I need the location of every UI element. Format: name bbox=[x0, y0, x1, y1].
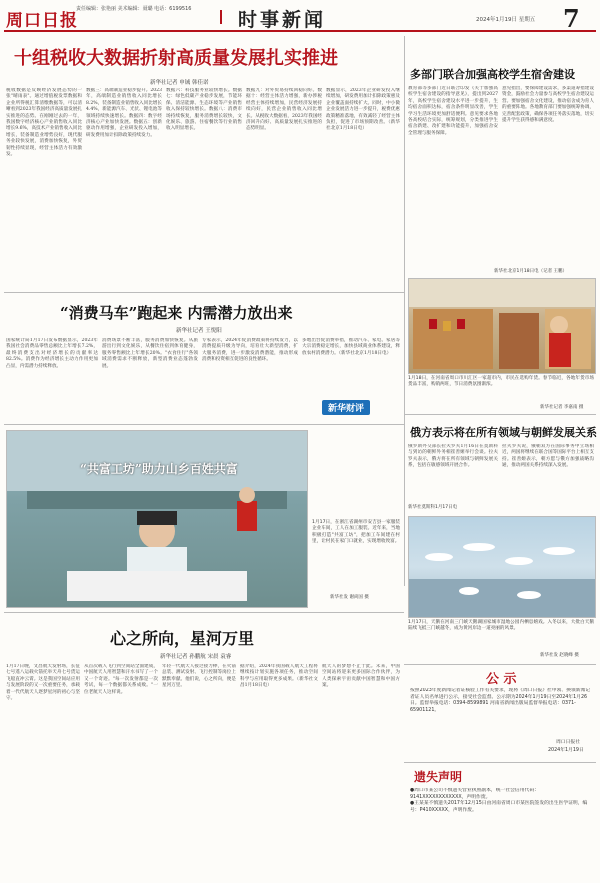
photo1-credit: 新华社记者 李嘉南 摄 bbox=[540, 405, 584, 410]
article1-col4: 数据九：对外贸易持续回稳向好。数据十：经营主体活力增强，新办涉税经营主体持续增加，民营经济发展持续向好，民营企业销售收入同比增长。从税收大数据看，2023年我国经济回升向好、高质量发展扎实推进的态势明显。 bbox=[246, 88, 322, 132]
article1-title: 十组税收大数据折射高质量发展扎实推进 bbox=[14, 48, 338, 69]
photo1-caption: 1月18日，在河南省周口市川汇区一家超市内，市民在选购年货。春节临近，各地年货市场货品丰富，购销两旺，节日消费氛围渐浓。 bbox=[408, 376, 594, 388]
photo2-credit: 新华社发 谢尚国 摄 bbox=[330, 595, 369, 600]
masthead-meta: 责任编辑：张艳丽 美术编辑：聂璐 电话：6199516 bbox=[76, 6, 192, 12]
page-number: 7 bbox=[563, 4, 580, 33]
article2-byline: 新华社北京1月18日电（记者 王鹏） bbox=[494, 269, 568, 274]
divider bbox=[404, 762, 596, 763]
article4-col2: 拉夫罗夫说，俄朝双方在国际事务中立场相近，两国将继续在联合国等国际平台上相互支持。崔善姬表示，朝方愿与俄方加强战略沟通，推动两国关系持续深入发展。 bbox=[502, 444, 594, 469]
workshop-photo bbox=[6, 430, 308, 608]
notice-org: 周口日报社 bbox=[556, 740, 580, 745]
divider bbox=[4, 612, 404, 613]
article4-title: 俄方表示将在所有领域与朝鲜发展关系 bbox=[410, 426, 597, 439]
notice-date: 2024年1月19日 bbox=[548, 748, 584, 753]
article3-title: “消费马车”跑起来 内需潜力放出来 bbox=[60, 304, 293, 322]
issue-date: 2024年1月19日 星期五 bbox=[476, 17, 536, 23]
divider bbox=[4, 424, 404, 425]
article3-col3: 专家表示，2024年促消费政策将持续发力，以消费提质升级为导向，培育壮大新型消费，扩大服务消费，进一步激发消费潜能，推动形成消费和投资相互促进的良性循环。 bbox=[202, 338, 298, 363]
masthead-rule bbox=[4, 30, 596, 32]
article5-col2: 从首次载人飞行到空间站全面建成，中国航天人用智慧和汗水书写了一个又一个奇迹。"每一次发射都是一次考试，每一个数据都关系成败。"一位老航天人这样说。 bbox=[84, 664, 158, 695]
article3-col4: 多地出台促消费举措，推动汽车、家电、家居等大宗消费稳定增长，加快县域商业体系建设，释放农村消费潜力。（新华社北京1月18日电） bbox=[302, 338, 400, 356]
photo3-caption: 1月17日，天鹅在河南三门峡天鹅湖国家城市湿地公园内栖息嬉戏。入冬以来，大批白天鹅陆续飞抵三门峡越冬，成为黄河岸边一道亮丽的风景。 bbox=[408, 620, 594, 632]
column-divider bbox=[404, 36, 405, 586]
notice-body: 按照2023年度新闻记者证核验工作有关要求，现将《周口日报》社申领、换领新闻记者证人员名单进行公示，接受社会监督。公示期为2024年1月19日至2024年1月26日。监督举报电话：0394-8599891 河南省新闻出版局监督举报电话：0371-65901121。 bbox=[410, 688, 591, 713]
photo2-caption: 1月17日，在浙江省湖州市安吉县一家服装企业车间，工人在加工服装。近年来，当地积极打造"共富工坊"，把加工车间建在村里，让村民在家门口就业，实现增收致富。 bbox=[312, 520, 400, 544]
article2-col2: 意见指出，要保障建设需求，多渠道筹措建设资金，鼓励社会力量参与高校学生宿舍建设运营。要加强宿舍文化建设，推动宿舍成为育人的重要阵地。各地教育部门要加强统筹协调，完善配套政策，确保各项任务落实落地，切实提升学生获得感和满意度。 bbox=[502, 86, 594, 124]
article3-col1: 国家统计局1月17日发布数据显示，2023年我国社会消费品零售总额比上年增长7.2%，最终消费支出对经济增长的贡献率达82.5%。消费作为经济增长主动力作用更加凸显，内需潜力持续释放。 bbox=[6, 338, 98, 369]
article1-col5: 数据显示，2023年企业研发投入继续增加，研发费用加计扣除政策惠及企业覆盖面持续扩大。同时，中小微企业发展活力进一步提升，税费优惠政策精准落地，有效减轻了经营主体负担，促进了市场预期改善。（新华社北京1月18日电） bbox=[326, 88, 400, 132]
workshop-photo-image bbox=[7, 431, 307, 607]
article4-col1: 俄罗斯外交部长拉夫罗夫1月16日在莫斯科与到访的朝鲜外务相崔善姬举行会谈。拉夫罗夫表示，俄方将在所有领域与朝鲜发展关系，包括在敏感领域开展合作。 bbox=[408, 444, 498, 469]
divider bbox=[404, 664, 596, 665]
section-title: 时事新闻 bbox=[238, 9, 327, 31]
article1-col2: 数据三：高端制造业稳步提升。2023年，高端制造业销售收入同比增长8.2%，装备制造业销售收入同比增长4.4%，新能源汽车、光伏、锂电池等领域持续快速增长。数据四：数字经济核心产业加快发展。数据五：创新驱动作用增强，企业研发投入增加，研发费用加计扣除政策持续发力。 bbox=[86, 88, 162, 138]
section-separator bbox=[220, 10, 230, 24]
article3-col2: 消费场景不断丰富，服务消费加快恢复。从旅游出行到文化娱乐，从餐饮住宿到体育健身，服务零售额比上年增长20%。"衣食住行"各领域消费需求不断释放，新型消费业态蓬勃发展。 bbox=[102, 338, 198, 369]
xinhua-brand-badge: 新华财评 bbox=[322, 400, 370, 415]
article1-col3: 数据六：科技服务业较快增长。数据七：绿色低碳产业稳步发展，节能环保、清洁能源、生态环境等产业销售收入保持较快增长。数据八：消费市场持续恢复，服务消费增长较快，文化娱乐、旅游、住宿餐饮等行业销售收入明显增长。 bbox=[166, 88, 242, 132]
article5-col4: 据介绍，2024年我国载人航天工程将继续按计划实施各项任务，推动空间科学与应用取得更多成果。（新华社文昌1月18日电） bbox=[240, 664, 318, 689]
article4-byline: 新华社莫斯科1月17日电 bbox=[408, 505, 458, 510]
divider bbox=[4, 292, 404, 293]
article5-title: 心之所向，星河万里 bbox=[110, 629, 255, 648]
divider bbox=[404, 414, 596, 415]
notice-title: 公 示 bbox=[486, 672, 517, 687]
supermarket-photo bbox=[408, 278, 596, 374]
lost-notice-title: 遗失声明 bbox=[414, 770, 463, 784]
swan-photo bbox=[408, 516, 596, 618]
supermarket-photo-image bbox=[409, 279, 595, 373]
lost-notice-body: ●周口市某公司不慎遗失营业执照副本，统一社会信用代码：9141XXXXXXXXXXXX，声明作废。 ●王某某不慎遗失2017年12月15日由河南省周口市某医院签发的出生医学证明，编号：P410XXXXX，声明作废。 bbox=[410, 788, 588, 813]
swan-photo-image bbox=[409, 517, 595, 617]
article2-title: 多部门联合加强高校学生宿舍建设 bbox=[410, 68, 575, 81]
article1-byline: 新华社记者 申铖 韩佳诺 bbox=[150, 80, 209, 86]
article5-col3: 年轻一代航天人接过接力棒，在火箭总装、测试发射、飞行控制等岗位上默默奉献。他们说，心之所向，便是星河万里。 bbox=[162, 664, 236, 689]
article2-col1: 教育部等多部门近日联合印发《关于加强高校学生宿舍建设的指导意见》，提出到2027年，高校学生宿舍建设水平进一步提升，生均宿舍面积达标，宿舍条件明显改善，学生学习生活环境更加舒适便利。意见要求各地各高校结合实际，统筹规划，分类推进学生宿舍新建、改扩建和功能提升，加强宿舍安全管理与服务保障。 bbox=[408, 86, 498, 136]
article-photo2-title: “共富工坊”助力山乡百姓共富 bbox=[80, 462, 238, 476]
article5-byline: 新华社记者 孙鹏航 宋晨 袁睿 bbox=[160, 654, 232, 660]
article5-col1: 1月17日晚，文昌航天发射场，长征七号遥八运载火箭托举天舟七号货运飞船直冲云霄。这是我国空间站应用与发展阶段的又一次重要任务，承载着一代代航天人逐梦星河的初心与坚守。 bbox=[6, 664, 80, 702]
photo3-credit: 新华社发 赵晓峰 摄 bbox=[540, 653, 579, 658]
article1-col1: 税收数据是反映经济发展态势的一张"晴雨表"。通过增值税发票数据和企业所得税汇算清缴数据等，可以清晰看到2023年我国经济高质量发展扎实推进的态势。在刚刚过去的一年，我国数字经济核心产业销售收入同比增长9.6%，高技术产业销售收入同比增长，装备制造业增势良好，现代服务业较快发展，消费加快恢复，外贸韧性持续显现，经营主体活力有效激发。 bbox=[6, 88, 82, 158]
article3-byline: 新华社记者 王悦阳 bbox=[176, 328, 222, 334]
article5-col5: 航天人的梦想不止于此。未来，中国空间站将迎来更多国际合作伙伴，为人类探索宇宙贡献中国智慧和中国方案。 bbox=[322, 664, 400, 689]
newspaper-logo: 周口日报 bbox=[6, 11, 78, 31]
